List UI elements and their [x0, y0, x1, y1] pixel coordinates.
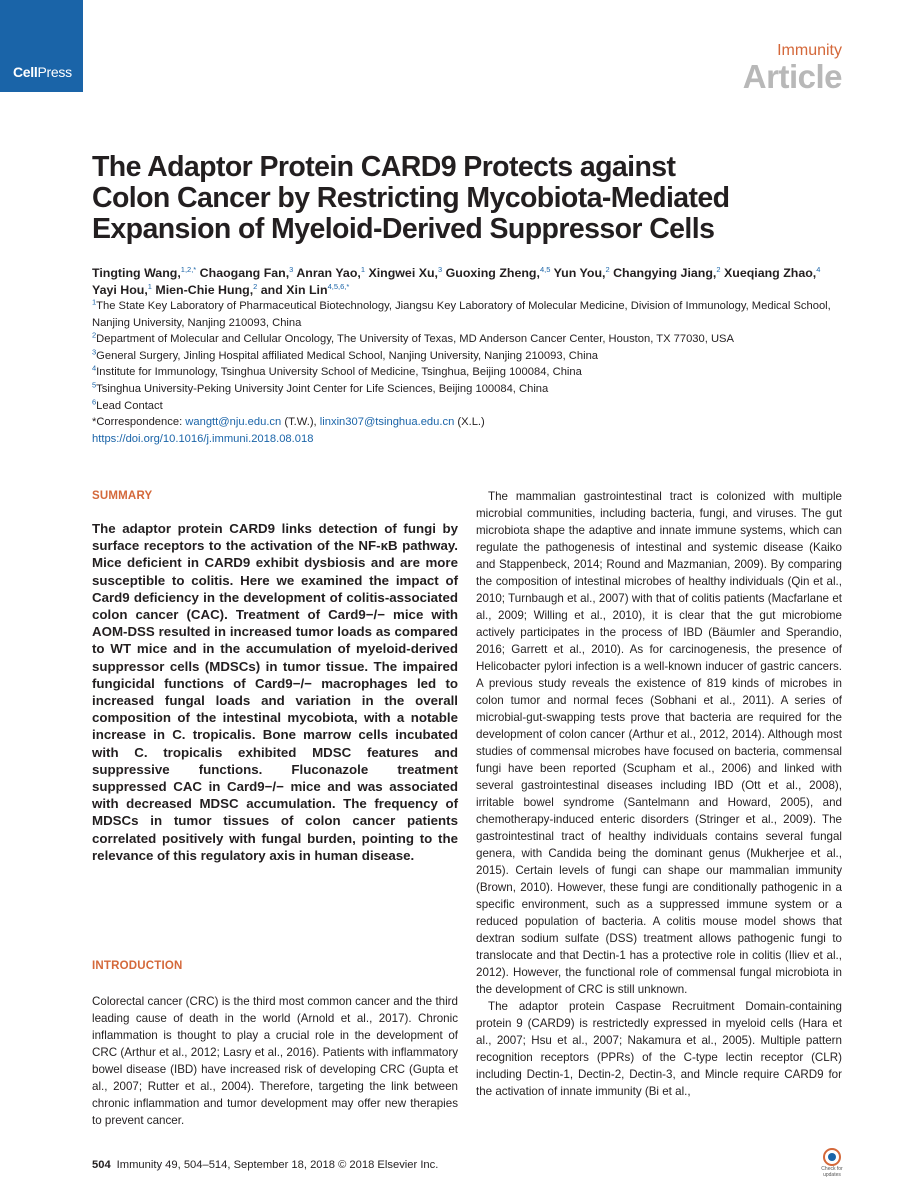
right-column-text [476, 488, 842, 1100]
author-affiliation-marker: 2 [605, 264, 610, 274]
author-name: Chaogang Fan, [199, 266, 290, 280]
affiliation-marker: 1 [92, 297, 97, 307]
email-link[interactable]: linxin307@tsinghua.edu.cn [319, 416, 455, 429]
affiliation [92, 298, 842, 331]
author-affiliation-marker: 4,5,6,* [327, 281, 350, 291]
affiliation [92, 348, 842, 365]
badge-label: Check for updates [821, 1166, 843, 1178]
affiliation [92, 331, 842, 348]
author-affiliation-marker: 2 [253, 281, 258, 291]
affiliation-text: Department of Molecular and Cellular Oncology, The University of Texas, MD Anderson Cancer Center, Houston, TX 77030, USA [96, 333, 734, 346]
affiliations [92, 298, 842, 447]
correspondence-label: *Correspondence: [92, 416, 186, 429]
affiliation-text: Tsinghua University-Peking University Joint Center for Life Sciences, Beijing 100084, China [96, 382, 549, 395]
author-affiliation-marker: 1 [360, 264, 365, 274]
author-name: Tingting Wang, [92, 266, 181, 280]
author-name: Guoxing Zheng, [445, 266, 540, 280]
author-name: Mien-Chie Hung, [155, 283, 254, 297]
affiliation-list [92, 298, 842, 414]
affiliation-text: Institute for Immunology, Tsinghua University School of Medicine, Tsinghua, Beijing 100084, China [96, 366, 582, 379]
paragraph: The adaptor protein Caspase Recruitment Domain-containing protein 9 (CARD9) is restrictedly expressed in myeloid cells (Hara et al., 2007; Hsu et al., 2007; Nakamura et al., 2005). Multiple pattern recognition receptors (PPRs) of the C-type lectin receptor (CLR) including Dectin-1, Dectin-2, Dectin-3, and Mincle require CARD9 for the activation of innate immunity (Bi et al., [476, 1000, 842, 1098]
author-affiliation-marker: 1 [147, 281, 152, 291]
affiliation [92, 364, 842, 381]
affiliation-marker: 2 [92, 330, 97, 340]
author-name: and Xin Lin [260, 283, 328, 297]
affiliation-text: Lead Contact [96, 399, 163, 412]
paragraph: The mammalian gastrointestinal tract is colonized with multiple microbial communities, including bacteria, fungi, and viruses. The gut microbiota shape the adaptive and innate immune systems, which can regulate the pathogenesis of intestinal and systemic disease (Kaiko and Stappenbeck, 2014; Round and Mazmanian, 2009). By comparing the composition of intestinal microbes of healthy individuals (Qin et al., 2010; Turnbaugh et al., 2007) with that of colitis patients (Macfarlane et al., 2009; Willing et al., 2010), it is clear that the gut microbiome actively participates in the process of IBD (Bäumler and Sperandio, 2016; Garrett et al., 2010). As for carcinogenesis, the presence of Helicobacter pylori infection is a well-known inducer of gastric cancers. A previous study reveals the existence of 819 kinds of microbes in colon tumor and normal feces (Sobhani et al., 2011). A series of microbial-gut-swapping tests prove that bacteria are required for the development of colon cancer (Arthur et al., 2012, 2014). Although most studies of commensal microbes have focused on bacteria, commensal fungi have been reported (Scupham et al., 2006) and linked with several gastrointestinal diseases including IBD (Ott et al., 2008), irritable bowel syndrome (Santelmann and Howard, 2005), and chemotherapy-induced enteric disorders (Stringer et al., 2009). The gastrointestinal tract of healthy individuals contains several fungal genera, with Candida being the dominant genus (Mukherjee et al., 2015). Certain levels of fungi can shape our mammalian immunity (Brown, 2010). However, these fungi are conditionally pathogenic in a specific environment, such as a suppressed immune system or a reduced population of bacteria. A colitis mouse model shows that dextran sodium sulfate (DSS) treatment allows pathogenic fungi to translocate and that Dectin-1 has a protective role in colitis (Iliev et al., 2012). However, the functional role of commensal fungal microbiota in the development of CRC is still unknown. [476, 490, 842, 996]
correspondence-initials: (X.L.) [454, 416, 485, 429]
affiliation-marker: 5 [92, 380, 97, 390]
author-name: Xueqiang Zhao, [723, 266, 817, 280]
summary-heading: SUMMARY [92, 490, 153, 502]
email-link[interactable]: wangtt@nju.edu.cn [185, 416, 282, 429]
cellpress-tab [0, 0, 83, 92]
author-affiliation-marker: 1,2,* [180, 264, 197, 274]
paragraph: Colorectal cancer (CRC) is the third most common cancer and the third leading cause of death in the world (Arnold et al., 2017). Chronic inflammation is thought to play a crucial role in the development of CRC (Arthur et al., 2012; Lasry et al., 2016). Patients with inflammatory bowel disease (IBD) have increased risk of developing CRC (Gupta et al., 2007; Rutter et al., 2004). Therefore, targeting the link between chronic inflammation and tumor development may offer new therapies to prevent cancer. [92, 995, 458, 1127]
title-line: The Adaptor Protein CARD9 Protects against [92, 151, 676, 183]
correspondence [92, 414, 842, 431]
author-affiliation-marker: 2 [716, 264, 721, 274]
summary-text: The adaptor protein CARD9 links detection of fungi by surface receptors to the activation of the NF-κB pathway. Mice deficient in CARD9 exhibit dysbiosis and are more susceptible to colitis. Here we examined the impact of Card9 deficiency in the development of colitis-associated colon cancer (CAC). Treatment of Card9−/− mice with AOM-DSS resulted in increased tumor loads as compared to WT mice and in the accumulation of myeloid-derived suppressor cells (MDSCs) in tumor tissue. The impaired fungicidal functions of Card9−/− macrophages led to increased fungal loads and variation in the overall composition of the intestinal mycobiota, with a notable increase in C. tropicalis. Bone marrow cells incubated with C. tropicalis exhibited MDSC features and suppressive functions. Fluconazole treatment suppressed CAC in Card9−/− mice and was associated with decreased MDSC accumulation. The frequency of MDSCs in tumor tissues of colon cancer patients correlated positively with fungal burden, pointing to the relevance of this regulatory axis in human disease. [92, 521, 458, 863]
affiliation [92, 381, 842, 398]
author-affiliation-marker: 3 [438, 264, 443, 274]
affiliation-text: General Surgery, Jinling Hospital affiliated Medical School, Nanjing University, Nanjing 210093, China [96, 349, 599, 362]
logo-cell: Cell [13, 64, 38, 80]
page-number: 504 [92, 1159, 111, 1171]
check-updates-icon [823, 1148, 841, 1166]
author-list [92, 265, 842, 299]
author-name: Anran Yao, [296, 266, 361, 280]
affiliation [92, 398, 842, 415]
page-footer [92, 1159, 438, 1171]
title-line: Colon Cancer by Restricting Mycobiota-Mediated [92, 182, 730, 214]
author-name: Xingwei Xu, [368, 266, 438, 280]
article-type: Article [742, 58, 842, 95]
author-affiliation-marker: 4,5 [539, 264, 551, 274]
author-name: Yayi Hou, [92, 283, 148, 297]
affiliation-marker: 4 [92, 363, 97, 373]
cellpress-logo[interactable] [13, 64, 72, 80]
author-name: Changying Jiang, [613, 266, 717, 280]
author-name: Yun You, [553, 266, 606, 280]
paper-title [92, 152, 852, 245]
footer-citation: Immunity 49, 504–514, September 18, 2018 © 2018 Elsevier Inc. [116, 1159, 439, 1171]
author-affiliation-marker: 4 [816, 264, 821, 274]
affiliation-text: The State Key Laboratory of Pharmaceutical Biotechnology, Jiangsu Key Laboratory of Molecular Medicine, Division of Immunology, Medical School, Nanjing University, Nanjing 210093, China [92, 300, 831, 329]
journal-name: Immunity [777, 42, 842, 59]
logo-press: Press [37, 64, 72, 80]
author-affiliation-marker: 3 [289, 264, 294, 274]
check-for-updates-badge[interactable] [820, 1148, 844, 1180]
title-line: Expansion of Myeloid-Derived Suppressor Cells [92, 213, 715, 245]
introduction-heading: INTRODUCTION [92, 960, 183, 972]
affiliation-marker: 6 [92, 396, 97, 406]
affiliation-marker: 3 [92, 347, 97, 357]
doi-link[interactable]: https://doi.org/10.1016/j.immuni.2018.08.018 [92, 432, 314, 445]
correspondence-initials: (T.W.), [281, 416, 320, 429]
introduction-text [92, 993, 458, 1129]
